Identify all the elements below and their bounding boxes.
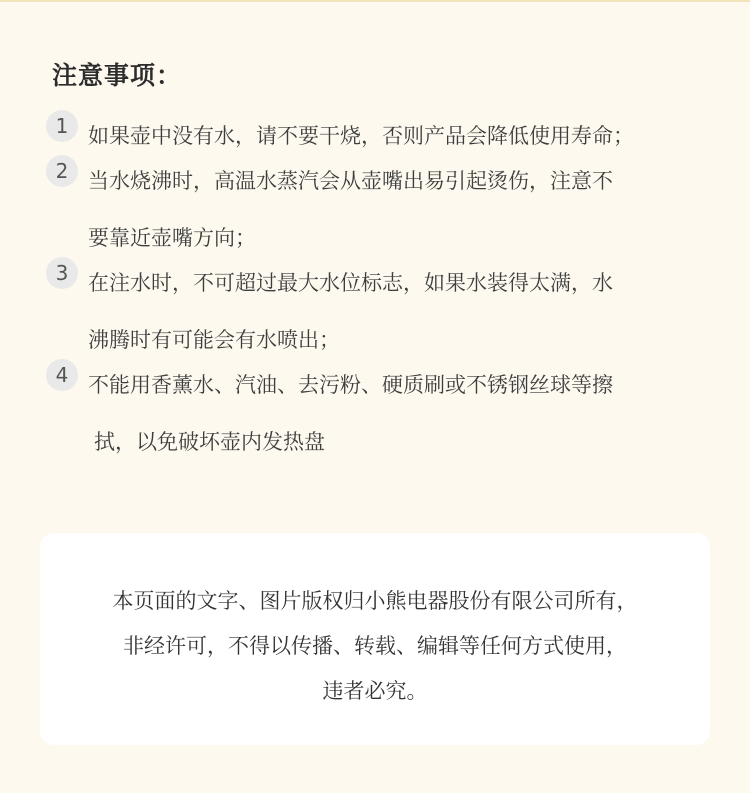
copyright-notice	[40, 579, 710, 714]
top-divider	[0, 0, 750, 2]
copyright-notice-box	[40, 533, 710, 745]
copyright-line: 违者必究。	[322, 679, 428, 703]
note-item-2	[46, 153, 706, 267]
page-title: 注意事项：	[52, 61, 183, 90]
note-line: 如果壶中没有水，请不要干烧，否则产品会降低使用寿命；	[88, 124, 634, 148]
note-number-badge: 4	[46, 359, 78, 391]
note-line: 拭，以免破坏壶内发热盘	[94, 430, 325, 454]
note-line: 当水烧沸时，高温水蒸汽会从壶嘴出易引起烫伤，注意不	[88, 169, 613, 193]
note-number-badge: 1	[46, 110, 78, 142]
note-item-3	[46, 255, 706, 369]
copyright-line: 本页面的文字、图片版权归小熊电器股份有限公司所有，	[112, 589, 638, 613]
copyright-line: 非经许可，不得以传播、转载、编辑等任何方式使用，	[123, 634, 627, 658]
note-line: 不能用香薰水、汽油、去污粉、硬质刷或不锈钢丝球等擦	[88, 373, 613, 397]
note-number-badge: 3	[46, 257, 78, 289]
note-line: 在注水时，不可超过最大水位标志，如果水装得太满，水	[88, 271, 613, 295]
note-item-4	[46, 357, 706, 471]
note-line: 沸腾时有可能会有水喷出；	[88, 328, 340, 352]
note-line: 要靠近壶嘴方向；	[88, 226, 256, 250]
notes-list	[46, 114, 706, 471]
note-number-badge: 2	[46, 155, 78, 187]
